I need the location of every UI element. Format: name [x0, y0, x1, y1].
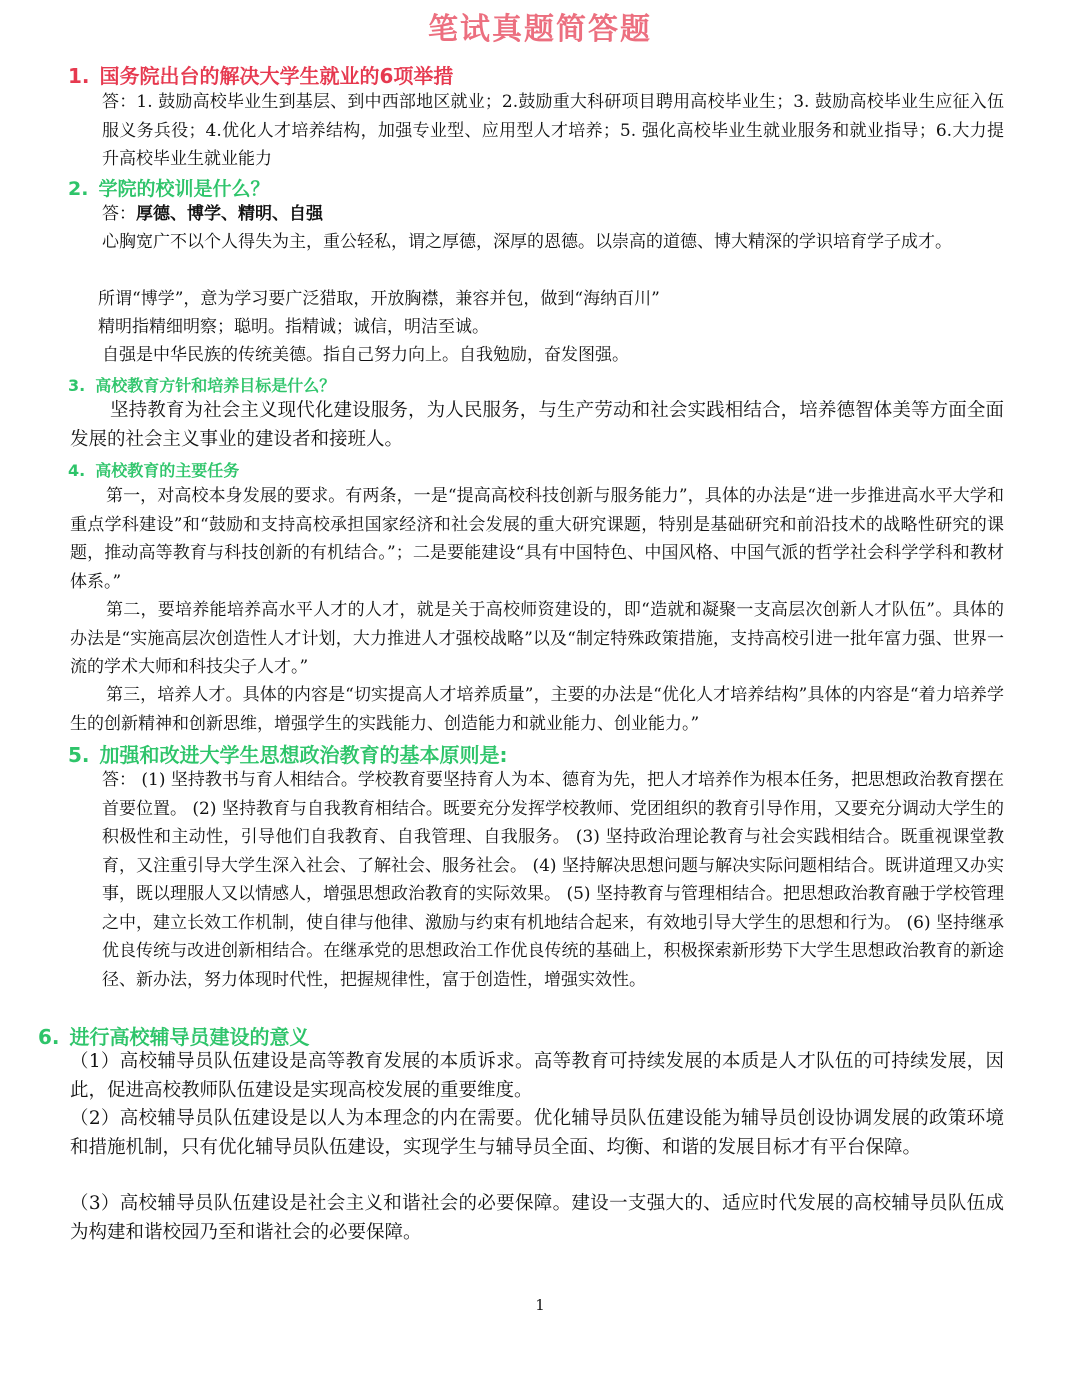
section-2-answer-label: 答：	[102, 204, 136, 224]
section-4-heading	[68, 458, 239, 481]
section-2-paragraph: 精明指精细明察；聪明。指精诚；诚信，明洁至诚。	[98, 317, 489, 337]
section-2-paragraph: 自强是中华民族的传统美德。指自己努力向上。自我勉励，奋发图强。	[102, 345, 629, 365]
section-1-heading	[68, 60, 453, 89]
school-motto: 厚德、博学、精明、自强	[136, 204, 323, 224]
section-2-title: 学院的校训是什么？	[98, 178, 270, 200]
section-6-heading	[38, 1021, 310, 1050]
page-number: 1	[535, 1296, 545, 1314]
section-5-heading	[68, 739, 508, 768]
section-2-heading	[68, 174, 269, 201]
section-5-number: 5.	[68, 743, 90, 767]
section-4-title: 高校教育的主要任务	[95, 461, 240, 480]
section-1-answer: 答：1. 鼓励高校毕业生到基层、到中西部地区就业；2.鼓励重大科研项目聘用高校毕业生；3. 鼓励高校毕业生应征入伍服义务兵役；4.优化人才培养结构，加强专业型、应用型人才培养；5. 强化高校毕业生就业服务和就业指导；6.大力提升高校毕业生就业能力	[102, 92, 1004, 169]
section-3-title: 高校教育方针和培养目标是什么？	[95, 376, 336, 395]
section-6-paragraph: （2）高校辅导员队伍建设是以人为本理念的内在需要。优化辅导员队伍建设能为辅导员创设协调发展的政策环境和措施机制，只有优化辅导员队伍建设，实现学生与辅导员全面、均衡、和谐的发展目标才有平台保障。	[70, 1108, 1004, 1158]
section-4-paragraph: 第三，培养人才。具体的内容是“切实提高人才培养质量”，主要的办法是“优化人才培养结构”具体的内容是“着力培养学生的创新精神和创新思维，增强学生的实践能力、创造能力和就业能力、创业能力。”	[70, 685, 1004, 734]
section-6-title: 进行高校辅导员建设的意义	[69, 1025, 310, 1049]
section-4-number: 4.	[68, 461, 86, 480]
section-3-answer: 坚持教育为社会主义现代化建设服务，为人民服务，与生产劳动和社会实践相结合，培养德智体美等方面全面发展的社会主义事业的建设者和接班人。	[70, 400, 1004, 450]
section-4-paragraph: 第一，对高校本身发展的要求。有两条，一是“提高高校科技创新与服务能力”，具体的办法是“进一步推进高水平大学和重点学科建设”和“鼓励和支持高校承担国家经济和社会发展的重大研究课题，特别是基础研究和前沿技术的战略性研究的课题，推动高等教育与科技创新的有机结合。”；二是要能建设“具有中国特色、中国风格、中国气派的哲学社会科学学科和教材体系。”	[70, 486, 1004, 592]
section-3-heading	[68, 373, 335, 396]
section-1-title: 国务院出台的解决大学生就业的6项举措	[99, 64, 454, 88]
section-6-number: 6.	[38, 1025, 60, 1049]
page-title: 笔试真题简答题	[428, 12, 652, 47]
section-4-paragraph: 第二，要培养能培养高水平人才的人才，就是关于高校师资建设的，即“造就和凝聚一支高层次创新人才队伍”。具体的办法是“实施高层次创造性人才计划，大力推进人才强校战略”以及“制定特殊政策措施，支持高校引进一批年富力强、世界一流的学术大师和科技尖子人才。”	[70, 600, 1004, 677]
section-3-number: 3.	[68, 376, 86, 395]
section-2-answer	[102, 200, 323, 229]
section-2-paragraph: 心胸宽广不以个人得失为主，重公轻私，谓之厚德，深厚的恩德。以崇高的道德、博大精深的学识培育学子成才。	[102, 232, 952, 252]
section-6-paragraph: （3）高校辅导员队伍建设是社会主义和谐社会的必要保障。建设一支强大的、适应时代发展的高校辅导员队伍成为构建和谐校园乃至和谐社会的必要保障。	[70, 1193, 1004, 1243]
section-6-paragraph: （1）高校辅导员队伍建设是高等教育发展的本质诉求。高等教育可持续发展的本质是人才队伍的可持续发展，因此，促进高校教师队伍建设是实现高校发展的重要维度。	[70, 1051, 1004, 1101]
section-5-title: 加强和改进大学生思想政治教育的基本原则是:	[99, 743, 508, 767]
section-2-number: 2.	[68, 178, 89, 200]
section-5-answer: 答： (1) 坚持教书与育人相结合。学校教育要坚持育人为本、德育为先，把人才培养作为根本任务，把思想政治教育摆在首要位置。 (2) 坚持教育与自我教育相结合。既要充分发挥学校教师、党团组织的教育引导作用，又要充分调动大学生的积极性和主动性，引导他们自我教育、自我管理、自我服务。 (3) 坚持政治理论教育与社会实践相结合。既重视课堂教育，又注重引导大学生深入社会、了解社会、服务社会。 (4) 坚持解决思想问题与解决实际问题相结合。既讲道理又办实事，既以理服人又以情感人，增强思想政治教育的实际效果。 (5) 坚持教育与管理相结合。把思想政治教育融于学校管理之中，建立长效工作机制，使自律与他律、激励与约束有机地结合起来，有效地引导大学生的思想和行为。 (6) 坚持继承优良传统与改进创新相结合。在继承党的思想政治工作优良传统的基础上，积极探索新形势下大学生思想政治教育的新途径、新办法，努力体现时代性，把握规律性，富于创造性，增强实效性。	[102, 770, 1004, 990]
section-2-paragraph: 所谓“博学”，意为学习要广泛猎取，开放胸襟，兼容并包，做到“海纳百川”	[98, 289, 660, 309]
section-1-number: 1.	[68, 64, 90, 88]
